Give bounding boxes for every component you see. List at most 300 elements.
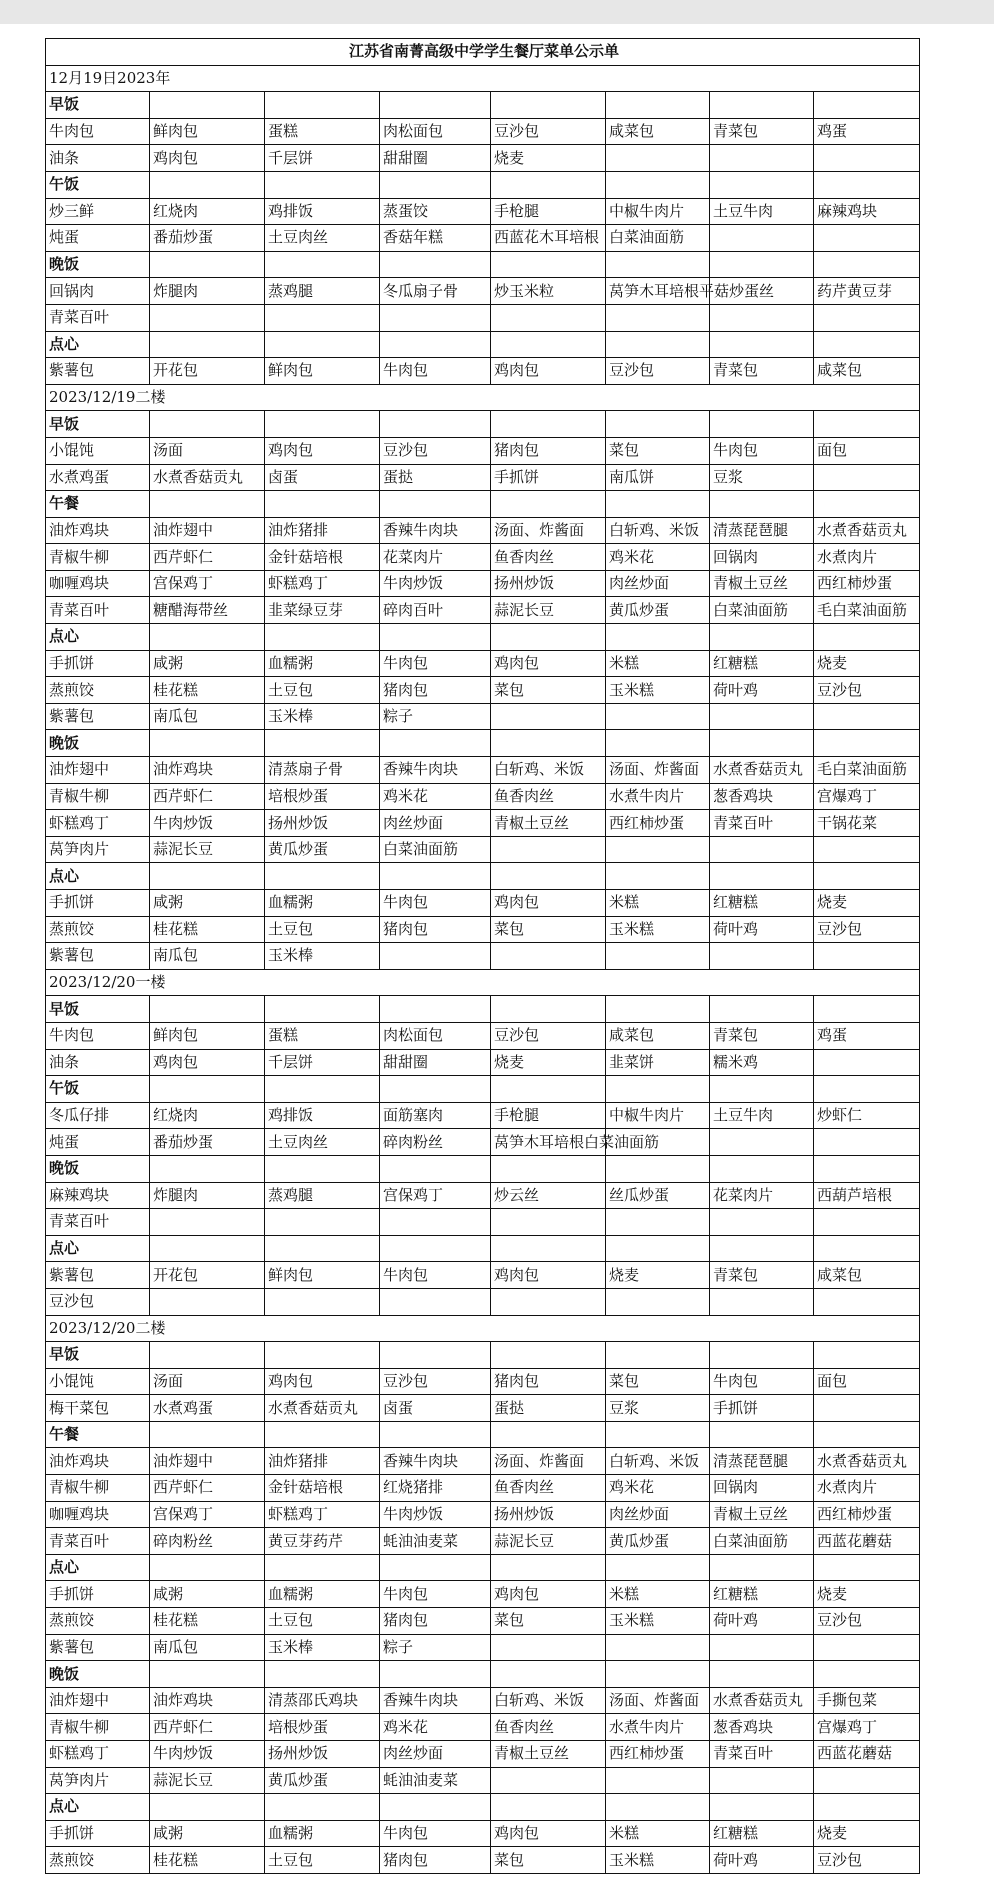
empty-cell [606,491,710,518]
empty-cell [606,331,710,358]
empty-cell [710,730,814,757]
menu-cell: 牛肉炒饭 [150,1741,265,1768]
menu-row [46,437,920,464]
menu-cell [491,1634,606,1661]
menu-cell: 桂花糕 [150,677,265,704]
meal-header: 晚饭 [46,730,150,757]
menu-cell: 金针菇培根 [265,1475,380,1502]
menu-cell: 卤蛋 [265,464,380,491]
empty-cell [491,1794,606,1821]
meal-header: 点心 [46,863,150,890]
menu-cell: 牛肉炒饭 [380,1501,491,1528]
menu-row [46,198,920,225]
empty-cell [150,1554,265,1581]
menu-cell: 桂花糕 [150,916,265,943]
empty-cell [491,624,606,651]
menu-cell: 西葫芦培根 [814,1182,920,1209]
empty-cell [380,1661,491,1688]
menu-cell: 蛋挞 [380,464,491,491]
menu-cell: 白斩鸡、米饭 [491,757,606,784]
menu-cell: 炸腿肉 [150,1182,265,1209]
menu-cell: 千层饼 [265,1049,380,1076]
menu-cell: 青菜百叶 [46,304,150,331]
empty-cell [150,1076,265,1103]
meal-header-row [46,251,920,278]
meal-header: 午饭 [46,1076,150,1103]
menu-cell: 血糯粥 [265,1581,380,1608]
menu-cell: 面包 [814,437,920,464]
menu-row [46,304,920,331]
menu-cell: 清蒸琵琶腿 [710,517,814,544]
menu-cell: 回锅肉 [710,544,814,571]
menu-cell: 豆浆 [606,1395,710,1422]
section-date: 2023/12/20二楼 [46,1315,920,1342]
empty-cell [814,996,920,1023]
menu-cell: 白菜油面筋 [710,1528,814,1555]
empty-cell [150,1794,265,1821]
meal-header-row [46,171,920,198]
menu-cell: 蛋糕 [265,1022,380,1049]
menu-cell: 牛肉包 [380,1262,491,1289]
empty-cell [710,251,814,278]
menu-row [46,1368,920,1395]
menu-cell: 肉丝炒面 [380,810,491,837]
menu-cell: 炒玉米粒 [491,278,606,305]
date-row [46,384,920,411]
menu-row [46,1820,920,1847]
menu-cell: 水煮香菇贡丸 [814,517,920,544]
empty-cell [814,331,920,358]
menu-cell: 油炸翅中 [150,517,265,544]
empty-cell [814,1076,920,1103]
empty-cell [710,411,814,438]
menu-cell: 清蒸邵氏鸡块 [265,1687,380,1714]
menu-cell [491,304,606,331]
menu-cell: 炖蛋 [46,1129,150,1156]
page-title: 江苏省南菁高级中学学生餐厅菜单公示单 [46,39,920,66]
menu-cell: 手撕包菜 [814,1687,920,1714]
menu-cell: 肉丝炒面 [606,1501,710,1528]
menu-cell: 青椒牛柳 [46,544,150,571]
menu-cell: 汤面、炸酱面 [606,1687,710,1714]
menu-cell: 蚝油油麦菜 [380,1528,491,1555]
menu-cell: 粽子 [380,1634,491,1661]
menu-cell: 油炸鸡块 [150,757,265,784]
empty-cell [814,624,920,651]
menu-cell: 紫薯包 [46,1634,150,1661]
empty-cell [265,730,380,757]
menu-cell: 蒜泥长豆 [491,1528,606,1555]
meal-header: 点心 [46,331,150,358]
menu-cell: 咖喱鸡块 [46,570,150,597]
menu-cell: 肉丝炒面 [380,1741,491,1768]
date-row [46,65,920,92]
menu-cell: 牛肉炒饭 [150,810,265,837]
meal-header: 点心 [46,1794,150,1821]
menu-cell: 咸菜包 [814,358,920,385]
menu-row [46,1182,920,1209]
menu-cell: 西芹虾仁 [150,1475,265,1502]
menu-row [46,1395,920,1422]
menu-cell [265,304,380,331]
menu-cell: 香辣牛肉块 [380,757,491,784]
menu-cell: 扬州炒饭 [265,810,380,837]
menu-cell: 荷叶鸡 [710,916,814,943]
menu-cell: 蒸煎饺 [46,1608,150,1635]
menu-cell: 豆沙包 [606,358,710,385]
empty-cell [710,624,814,651]
menu-cell [380,1209,491,1236]
menu-cell: 油炸猪排 [265,1448,380,1475]
empty-cell [491,1342,606,1369]
menu-cell: 卤蛋 [380,1395,491,1422]
menu-cell [606,703,710,730]
menu-cell: 香辣牛肉块 [380,1687,491,1714]
empty-cell [606,863,710,890]
menu-cell: 肉松面包 [380,1022,491,1049]
menu-cell [606,1288,710,1315]
empty-cell [265,1076,380,1103]
menu-cell: 葱香鸡块 [710,783,814,810]
menu-cell [491,1767,606,1794]
menu-cell: 米糕 [606,890,710,917]
menu-cell: 开花包 [150,1262,265,1289]
meal-header: 点心 [46,1235,150,1262]
date-row [46,1315,920,1342]
menu-cell: 蒸煎饺 [46,1847,150,1874]
menu-cell: 汤面 [150,1368,265,1395]
menu-cell: 菜包 [491,1608,606,1635]
menu-cell [606,1634,710,1661]
menu-cell: 油炸翅中 [46,757,150,784]
empty-cell [606,1554,710,1581]
menu-row [46,1475,920,1502]
menu-cell: 土豆包 [265,1847,380,1874]
menu-cell: 烧麦 [814,1581,920,1608]
menu-cell: 豆沙包 [814,677,920,704]
menu-cell: 菜包 [491,677,606,704]
menu-cell: 牛肉包 [710,1368,814,1395]
menu-cell: 荷叶鸡 [710,677,814,704]
menu-cell: 水煮香菇贡丸 [710,1687,814,1714]
date-row [46,969,920,996]
menu-cell: 蒸鸡腿 [265,1182,380,1209]
menu-cell: 鸡蛋 [814,118,920,145]
menu-cell [150,1288,265,1315]
meal-header: 点心 [46,624,150,651]
menu-cell: 南瓜包 [150,703,265,730]
top-bar [0,0,994,24]
menu-cell: 血糯粥 [265,1820,380,1847]
menu-row [46,145,920,172]
menu-cell: 豆沙包 [814,1608,920,1635]
title-row [46,39,920,66]
menu-cell: 鸡排饭 [265,198,380,225]
menu-cell: 鱼香肉丝 [491,1714,606,1741]
empty-cell [380,1235,491,1262]
menu-cell: 鸡肉包 [491,650,606,677]
menu-cell: 牛肉包 [380,1581,491,1608]
meal-header: 早饭 [46,411,150,438]
section-date: 2023/12/19二楼 [46,384,920,411]
menu-cell [491,1209,606,1236]
meal-header-row [46,1554,920,1581]
empty-cell [150,1235,265,1262]
menu-cell: 牛肉包 [46,1022,150,1049]
menu-cell: 牛肉包 [380,358,491,385]
menu-cell: 油炸翅中 [46,1687,150,1714]
menu-cell [710,1767,814,1794]
empty-cell [380,1155,491,1182]
menu-cell: 血糯粥 [265,650,380,677]
menu-cell [710,1634,814,1661]
menu-cell: 扬州炒饭 [265,1741,380,1768]
menu-cell: 青椒土豆丝 [710,1501,814,1528]
empty-cell [814,1421,920,1448]
menu-cell: 莴笋肉片 [46,836,150,863]
menu-cell: 番茄炒蛋 [150,1129,265,1156]
menu-cell: 香辣牛肉块 [380,517,491,544]
empty-cell [150,1421,265,1448]
menu-cell: 水煮肉片 [814,1475,920,1502]
menu-cell: 扬州炒饭 [491,1501,606,1528]
menu-cell: 鸡肉包 [491,358,606,385]
empty-cell [710,1554,814,1581]
menu-row [46,464,920,491]
menu-cell: 烧麦 [491,145,606,172]
menu-cell [814,943,920,970]
menu-cell: 油炸猪排 [265,517,380,544]
menu-cell: 冬瓜仔排 [46,1102,150,1129]
meal-header-row [46,331,920,358]
meal-header: 点心 [46,1554,150,1581]
empty-cell [606,411,710,438]
menu-cell [710,145,814,172]
menu-cell: 牛肉包 [710,437,814,464]
menu-cell: 咸粥 [150,1820,265,1847]
menu-cell: 青菜百叶 [46,1209,150,1236]
menu-cell: 宫爆鸡丁 [814,783,920,810]
menu-row [46,1741,920,1768]
empty-cell [710,863,814,890]
empty-cell [265,1342,380,1369]
menu-cell [710,1129,814,1156]
menu-cell: 千层饼 [265,145,380,172]
menu-cell: 麻辣鸡块 [46,1182,150,1209]
menu-cell: 咸粥 [150,1581,265,1608]
menu-cell: 香辣牛肉块 [380,1448,491,1475]
menu-cell: 黄瓜炒蛋 [265,836,380,863]
menu-cell: 菜包 [491,1847,606,1874]
menu-cell: 土豆牛肉 [710,198,814,225]
empty-cell [606,1661,710,1688]
menu-cell: 豆沙包 [491,1022,606,1049]
menu-row [46,783,920,810]
menu-row [46,943,920,970]
menu-cell: 小馄饨 [46,1368,150,1395]
menu-cell: 牛肉包 [380,1820,491,1847]
menu-row [46,650,920,677]
menu-cell: 青菜包 [710,118,814,145]
menu-cell: 玉米糕 [606,1608,710,1635]
menu-cell: 炖蛋 [46,225,150,252]
menu-cell: 鱼香肉丝 [491,544,606,571]
menu-cell: 土豆包 [265,677,380,704]
empty-cell [380,1554,491,1581]
menu-cell: 咸菜包 [606,1022,710,1049]
menu-cell [606,836,710,863]
menu-cell: 南瓜饼 [606,464,710,491]
menu-cell: 金针菇培根 [265,544,380,571]
menu-cell: 米糕 [606,1820,710,1847]
menu-cell: 咸粥 [150,890,265,917]
menu-cell [710,225,814,252]
menu-table [45,38,920,1874]
empty-cell [265,92,380,119]
empty-cell [814,491,920,518]
empty-cell [265,331,380,358]
empty-cell [606,171,710,198]
menu-cell: 紫薯包 [46,703,150,730]
menu-cell: 鱼香肉丝 [491,1475,606,1502]
menu-cell: 鲜肉包 [265,358,380,385]
menu-cell [814,1767,920,1794]
menu-cell: 西红柿炒蛋 [606,810,710,837]
menu-cell: 豆沙包 [814,1847,920,1874]
menu-row [46,278,920,305]
menu-cell: 豆沙包 [380,437,491,464]
menu-cell: 葱香鸡块 [710,1714,814,1741]
menu-cell: 蒸煎饺 [46,677,150,704]
empty-cell [814,730,920,757]
menu-cell: 韭菜饼 [606,1049,710,1076]
menu-row [46,358,920,385]
menu-cell: 虾糕鸡丁 [46,1741,150,1768]
meal-header-row [46,996,920,1023]
menu-cell: 汤面、炸酱面 [606,757,710,784]
empty-cell [265,171,380,198]
menu-cell: 烧麦 [814,890,920,917]
menu-cell: 猪肉包 [380,1608,491,1635]
menu-cell [606,304,710,331]
menu-cell: 鸡米花 [606,1475,710,1502]
menu-cell: 碎肉百叶 [380,597,491,624]
menu-cell: 牛肉包 [46,118,150,145]
empty-cell [710,171,814,198]
menu-cell: 菜包 [606,1368,710,1395]
menu-cell [814,304,920,331]
menu-cell: 菜包 [491,916,606,943]
menu-row [46,1102,920,1129]
menu-cell [814,703,920,730]
menu-cell: 牛肉包 [380,650,491,677]
empty-cell [710,1421,814,1448]
menu-row [46,810,920,837]
menu-cell: 土豆牛肉 [710,1102,814,1129]
empty-cell [710,1076,814,1103]
meal-header-row [46,411,920,438]
menu-cell: 肉丝炒面 [606,570,710,597]
empty-cell [491,491,606,518]
menu-cell [814,1288,920,1315]
menu-cell [814,1129,920,1156]
menu-cell: 油条 [46,1049,150,1076]
menu-cell: 桂花糕 [150,1608,265,1635]
menu-cell [150,304,265,331]
menu-cell: 鸡米花 [380,1714,491,1741]
empty-cell [710,1342,814,1369]
empty-cell [814,1794,920,1821]
empty-cell [150,1661,265,1688]
empty-cell [265,624,380,651]
menu-cell: 水煮香菇贡丸 [150,464,265,491]
menu-cell: 烧麦 [814,650,920,677]
empty-cell [265,1235,380,1262]
menu-cell: 水煮香菇贡丸 [265,1395,380,1422]
empty-cell [380,331,491,358]
menu-cell: 菜包 [606,437,710,464]
menu-cell: 西芹虾仁 [150,783,265,810]
menu-row [46,677,920,704]
meal-header-row [46,491,920,518]
menu-cell [814,225,920,252]
empty-cell [150,996,265,1023]
menu-cell [814,1634,920,1661]
menu-cell: 中椒牛肉片 [606,1102,710,1129]
empty-cell [150,171,265,198]
empty-cell [491,1235,606,1262]
menu-cell: 玉米糕 [606,1847,710,1874]
empty-cell [606,1342,710,1369]
menu-row [46,1448,920,1475]
menu-cell: 鸡肉包 [150,1049,265,1076]
empty-cell [606,1155,710,1182]
empty-cell [265,1554,380,1581]
menu-cell: 水煮牛肉片 [606,783,710,810]
menu-cell: 培根炒蛋 [265,1714,380,1741]
menu-row [46,225,920,252]
menu-row [46,1022,920,1049]
meal-header-row [46,1076,920,1103]
meal-header: 早饭 [46,996,150,1023]
menu-cell: 牛肉包 [380,890,491,917]
menu-cell: 手枪腿 [491,1102,606,1129]
menu-row [46,890,920,917]
menu-cell: 黄瓜炒蛋 [265,1767,380,1794]
menu-cell: 花菜肉片 [710,1182,814,1209]
menu-cell: 培根炒蛋 [265,783,380,810]
menu-cell [710,1288,814,1315]
menu-cell: 糖醋海带丝 [150,597,265,624]
menu-row [46,1847,920,1874]
empty-cell [150,863,265,890]
menu-cell: 猪肉包 [380,916,491,943]
menu-cell: 米糕 [606,1581,710,1608]
menu-cell: 甜甜圈 [380,1049,491,1076]
empty-cell [265,996,380,1023]
empty-cell [491,1554,606,1581]
empty-cell [491,863,606,890]
empty-cell [265,411,380,438]
section-date: 2023/12/20一楼 [46,969,920,996]
menu-row [46,1687,920,1714]
menu-cell [814,1049,920,1076]
menu-cell [814,145,920,172]
menu-cell: 梅干菜包 [46,1395,150,1422]
menu-cell: 莴笋木耳培根白菜油面筋 [491,1129,606,1156]
empty-cell [491,331,606,358]
menu-cell: 西蓝花蘑菇 [814,1741,920,1768]
